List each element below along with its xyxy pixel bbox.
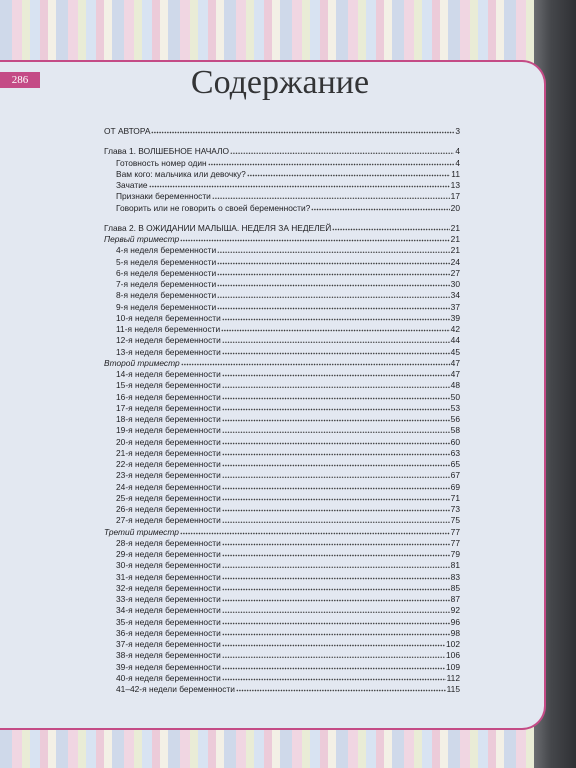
dot-leader bbox=[222, 439, 450, 445]
toc-trimester bbox=[104, 234, 460, 245]
toc-entry-title: Зачатие bbox=[116, 180, 148, 190]
toc-page-number: 50 bbox=[450, 391, 460, 402]
toc-entry bbox=[104, 180, 460, 191]
toc-page-number: 11 bbox=[451, 168, 460, 179]
toc-page-number: 60 bbox=[450, 436, 460, 447]
toc-page-number: 3 bbox=[455, 126, 460, 136]
toc-entry-title: Глава 1. ВОЛШЕБНОЕ НАЧАЛО bbox=[104, 146, 230, 157]
dot-leader bbox=[222, 652, 445, 658]
toc-page-number: 21 bbox=[450, 245, 460, 256]
toc-entry bbox=[104, 617, 460, 628]
toc-trimester bbox=[104, 527, 460, 538]
toc-page-number: 83 bbox=[450, 571, 460, 582]
dot-leader bbox=[212, 193, 450, 199]
toc-page-number: 44 bbox=[450, 335, 460, 346]
toc-page-number: 4 bbox=[455, 157, 460, 168]
toc-entry-title: 23-я неделя беременности bbox=[116, 470, 221, 481]
toc-entry-title: 29-я неделя беременности bbox=[116, 549, 221, 559]
toc-entry-title: 31-я неделя беременности bbox=[116, 571, 221, 582]
dot-leader bbox=[222, 585, 450, 591]
toc-entry bbox=[104, 628, 460, 639]
toc-page-number: 17 bbox=[450, 191, 460, 202]
toc-entry-title: 19-я неделя беременности bbox=[116, 425, 221, 436]
table-of-contents bbox=[104, 126, 460, 695]
toc-entry-title: 21-я неделя беременности bbox=[116, 447, 221, 458]
toc-entry-title: 7-я неделя беременности bbox=[116, 279, 217, 289]
toc-entry bbox=[104, 414, 460, 425]
toc-entry bbox=[104, 313, 460, 324]
toc-entry bbox=[104, 538, 460, 549]
toc-page-number: 4 bbox=[455, 146, 460, 157]
toc-entry bbox=[104, 504, 460, 515]
toc-entry-title: 16-я неделя беременности bbox=[116, 391, 221, 402]
toc-entry-title: Глава 2. В ОЖИДАНИИ МАЛЫША. НЕДЕЛЯ ЗА НЕДЕЛЕЙ bbox=[104, 222, 332, 233]
toc-entry-title: 27-я неделя беременности bbox=[116, 515, 221, 526]
toc-entry-title: 30-я неделя беременности bbox=[116, 560, 221, 571]
toc-entry bbox=[104, 380, 460, 391]
dot-leader bbox=[151, 128, 454, 134]
toc-entry bbox=[104, 203, 460, 214]
toc-entry bbox=[104, 324, 460, 335]
toc-page-number: 96 bbox=[450, 616, 460, 627]
toc-page-number: 115 bbox=[446, 684, 460, 694]
toc-entry bbox=[104, 302, 460, 313]
toc-page-number: 109 bbox=[446, 661, 460, 672]
toc-entry bbox=[104, 482, 460, 493]
toc-entry bbox=[104, 650, 460, 661]
toc-page-number: 39 bbox=[450, 312, 460, 323]
toc-trimester bbox=[104, 358, 460, 369]
toc-entry bbox=[104, 594, 460, 605]
toc-entry-title: 14-я неделя беременности bbox=[116, 369, 221, 379]
toc-entry-title: 36-я неделя беременности bbox=[116, 627, 221, 638]
dot-leader bbox=[222, 484, 450, 490]
dot-leader bbox=[222, 607, 450, 613]
dot-leader bbox=[222, 495, 450, 501]
page-number: 286 bbox=[0, 72, 40, 88]
toc-entry bbox=[104, 347, 460, 358]
toc-entry-title: 20-я неделя беременности bbox=[116, 436, 221, 447]
toc-page-number: 85 bbox=[450, 582, 460, 593]
toc-entry-title: 25-я неделя беременности bbox=[116, 492, 221, 503]
dot-leader bbox=[311, 205, 449, 211]
toc-entry bbox=[104, 268, 460, 279]
toc-entry bbox=[104, 684, 460, 695]
dot-leader bbox=[222, 641, 445, 647]
toc-entry bbox=[104, 560, 460, 571]
toc-entry-title: 22-я неделя беременности bbox=[116, 459, 221, 469]
toc-entry bbox=[104, 470, 460, 481]
dot-leader bbox=[217, 281, 450, 287]
toc-entry bbox=[104, 279, 460, 290]
toc-page-number: 67 bbox=[450, 470, 460, 481]
toc-entry-title: 12-я неделя беременности bbox=[116, 335, 221, 346]
dot-leader bbox=[332, 225, 449, 231]
dot-leader bbox=[217, 292, 450, 298]
dot-leader bbox=[222, 551, 450, 557]
toc-page-number: 102 bbox=[446, 639, 460, 649]
dot-leader bbox=[247, 171, 450, 177]
toc-page-number: 24 bbox=[450, 256, 460, 267]
toc-entry-title: 38-я неделя беременности bbox=[116, 650, 221, 661]
toc-page-number: 42 bbox=[450, 324, 460, 334]
toc-page-number: 77 bbox=[450, 537, 460, 548]
dot-leader bbox=[222, 619, 450, 625]
dot-leader bbox=[222, 540, 450, 546]
toc-entry bbox=[104, 158, 460, 169]
toc-entry-title: 39-я неделя беременности bbox=[116, 661, 221, 672]
toc-entry bbox=[104, 290, 460, 301]
toc-entry bbox=[104, 662, 460, 673]
toc-page-number: 106 bbox=[446, 650, 460, 661]
toc-entry-title: 40-я неделя беременности bbox=[116, 672, 221, 683]
toc-entry-title: 18-я неделя беременности bbox=[116, 414, 221, 424]
dot-leader bbox=[181, 360, 450, 366]
dot-leader bbox=[222, 562, 450, 568]
toc-page-number: 37 bbox=[450, 301, 460, 312]
dot-leader bbox=[217, 270, 450, 276]
dot-leader bbox=[217, 247, 450, 253]
dot-leader bbox=[222, 574, 450, 580]
dot-leader bbox=[222, 517, 450, 523]
toc-entry-title: Вам кого: мальчика или девочку? bbox=[116, 168, 246, 179]
toc-entry-title: 15-я неделя беременности bbox=[116, 380, 221, 391]
toc-entry bbox=[104, 245, 460, 256]
toc-chapter bbox=[104, 146, 460, 157]
toc-page-number: 69 bbox=[450, 481, 460, 492]
toc-page-number: 87 bbox=[450, 594, 460, 604]
dot-leader bbox=[180, 529, 450, 535]
toc-entry-title: 33-я неделя беременности bbox=[116, 594, 221, 604]
dot-leader bbox=[222, 349, 450, 355]
dot-leader bbox=[222, 394, 450, 400]
toc-page-number: 34 bbox=[450, 290, 460, 301]
toc-page-number: 56 bbox=[450, 414, 460, 424]
toc-entry bbox=[104, 515, 460, 526]
toc-entry-title: 28-я неделя беременности bbox=[116, 537, 221, 548]
toc-page-number: 65 bbox=[450, 459, 460, 469]
toc-entry bbox=[104, 549, 460, 560]
dot-leader bbox=[222, 472, 450, 478]
dot-leader bbox=[222, 506, 450, 512]
toc-page-number: 13 bbox=[450, 180, 460, 190]
toc-entry bbox=[104, 459, 460, 470]
toc-entry bbox=[104, 583, 460, 594]
toc-page-number: 53 bbox=[450, 402, 460, 413]
toc-entry-title: 10-я неделя беременности bbox=[116, 312, 221, 323]
toc-page-number: 47 bbox=[450, 369, 460, 379]
dot-leader bbox=[236, 686, 446, 692]
toc-entry-title: 13-я неделя беременности bbox=[116, 346, 221, 357]
toc-page-number: 47 bbox=[450, 357, 460, 368]
page-title: Содержание bbox=[190, 64, 370, 101]
toc-entry-title: Третий триместр bbox=[104, 526, 179, 537]
dot-leader bbox=[222, 461, 450, 467]
toc-entry-title: 37-я неделя беременности bbox=[116, 639, 221, 649]
toc-chapter bbox=[104, 223, 460, 234]
toc-page-number: 58 bbox=[450, 425, 460, 436]
toc-entry-title: 35-я неделя беременности bbox=[116, 616, 221, 627]
toc-page-number: 45 bbox=[450, 346, 460, 357]
dot-leader bbox=[222, 371, 450, 377]
toc-page-number: 63 bbox=[450, 447, 460, 458]
dot-leader bbox=[222, 664, 445, 670]
dot-leader bbox=[222, 416, 450, 422]
toc-entry-title: 6-я неделя беременности bbox=[116, 267, 217, 278]
dot-leader bbox=[222, 382, 450, 388]
toc-entry-title: 34-я неделя беременности bbox=[116, 605, 221, 616]
toc-entry-title: Первый триместр bbox=[104, 234, 180, 244]
toc-page-number: 21 bbox=[450, 222, 460, 233]
toc-entry-title: 4-я неделя беременности bbox=[116, 245, 217, 256]
toc-entry-title: ОТ АВТОРА bbox=[104, 126, 151, 136]
dot-leader bbox=[222, 405, 450, 411]
toc-entry-title: 8-я неделя беременности bbox=[116, 290, 217, 301]
toc-entry bbox=[104, 191, 460, 202]
toc-entry-title: 17-я неделя беременности bbox=[116, 402, 221, 413]
toc-entry bbox=[104, 392, 460, 403]
toc-entry bbox=[104, 335, 460, 346]
dot-leader bbox=[222, 337, 450, 343]
toc-page-number: 79 bbox=[450, 549, 460, 559]
dot-leader bbox=[217, 304, 450, 310]
toc-entry bbox=[104, 425, 460, 436]
toc-page-number: 98 bbox=[450, 627, 460, 638]
toc-page-number: 30 bbox=[450, 279, 460, 289]
toc-entry-title: Признаки беременности bbox=[116, 191, 211, 202]
dot-leader bbox=[222, 630, 450, 636]
toc-entry-title: Говорить или не говорить о своей беременности? bbox=[116, 202, 311, 213]
dot-leader bbox=[208, 160, 455, 166]
dot-leader bbox=[222, 450, 450, 456]
toc-page-number: 71 bbox=[450, 492, 460, 503]
toc-entry bbox=[104, 493, 460, 504]
toc-entry bbox=[104, 403, 460, 414]
toc-entry bbox=[104, 437, 460, 448]
toc-page-number: 112 bbox=[446, 672, 460, 683]
toc-page-number: 20 bbox=[450, 202, 460, 213]
dot-leader bbox=[222, 315, 450, 321]
toc-entry bbox=[104, 169, 460, 180]
toc-page-number: 75 bbox=[450, 515, 460, 526]
dot-leader bbox=[221, 326, 450, 332]
dot-leader bbox=[230, 148, 454, 154]
toc-page-number: 92 bbox=[450, 605, 460, 616]
toc-entry bbox=[104, 448, 460, 459]
toc-entry bbox=[104, 639, 460, 650]
toc-entry bbox=[104, 257, 460, 268]
toc-entry bbox=[104, 673, 460, 684]
dot-leader bbox=[222, 675, 446, 681]
dot-leader bbox=[149, 182, 450, 188]
toc-entry bbox=[104, 126, 460, 137]
toc-page-number: 27 bbox=[450, 267, 460, 278]
toc-page-number: 48 bbox=[450, 380, 460, 391]
toc-entry-title: 5-я неделя беременности bbox=[116, 256, 217, 267]
toc-entry-title: 24-я неделя беременности bbox=[116, 481, 221, 492]
dot-leader bbox=[180, 236, 450, 242]
toc-entry-title: Второй триместр bbox=[104, 357, 180, 368]
toc-page-number: 81 bbox=[450, 560, 460, 571]
toc-page-number: 73 bbox=[450, 504, 460, 514]
toc-entry bbox=[104, 605, 460, 616]
toc-page-number: 21 bbox=[450, 234, 460, 244]
toc-page-number: 77 bbox=[450, 526, 460, 537]
toc-entry-title: 26-я неделя беременности bbox=[116, 504, 221, 514]
toc-entry-title: Готовность номер один bbox=[116, 157, 207, 168]
toc-entry bbox=[104, 369, 460, 380]
toc-entry-title: 9-я неделя беременности bbox=[116, 301, 217, 312]
dot-leader bbox=[222, 427, 450, 433]
dot-leader bbox=[217, 259, 450, 265]
toc-entry-title: 41–42-я недели беременности bbox=[116, 684, 235, 694]
toc-entry-title: 32-я неделя беременности bbox=[116, 582, 221, 593]
toc-entry bbox=[104, 572, 460, 583]
dot-leader bbox=[222, 596, 450, 602]
toc-entry-title: 11-я неделя беременности bbox=[116, 324, 221, 334]
